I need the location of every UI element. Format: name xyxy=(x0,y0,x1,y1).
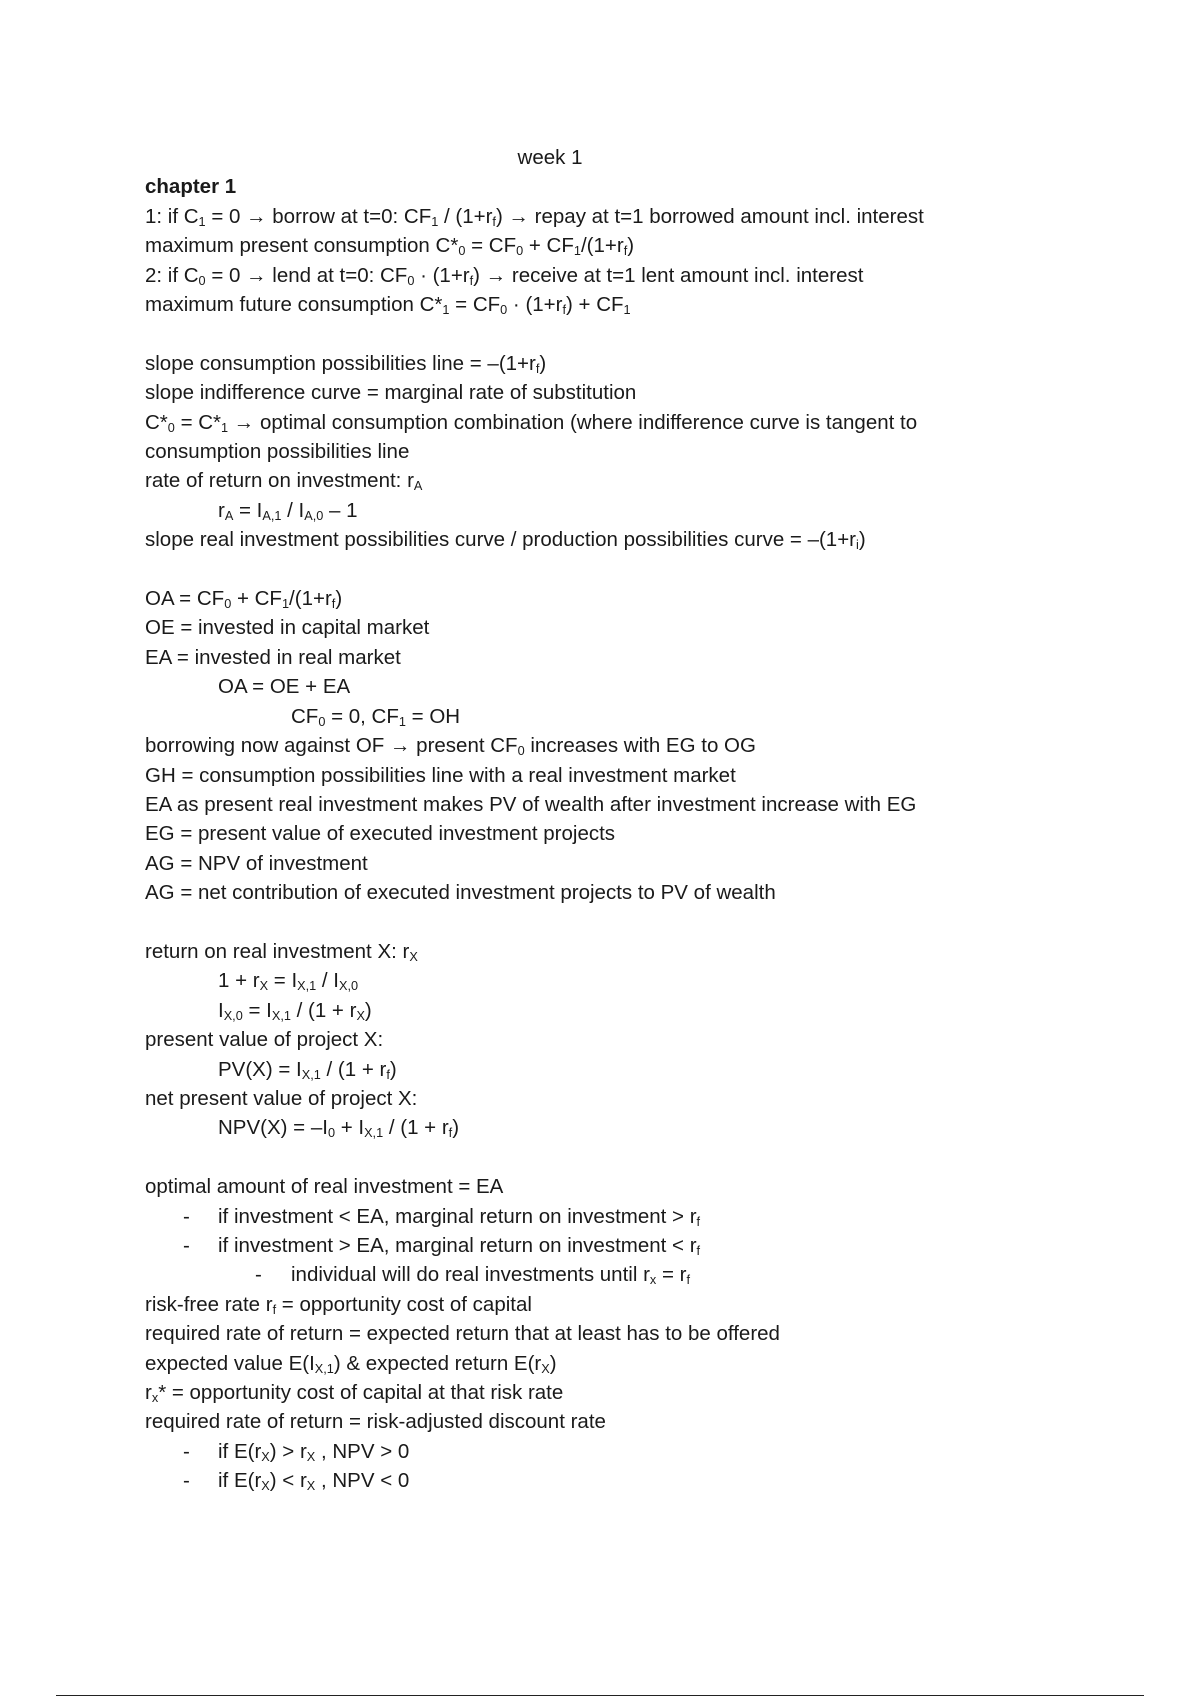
text-line: consumption possibilities line xyxy=(145,440,410,464)
chapter-heading: chapter 1 xyxy=(145,175,237,199)
text-line: $PV(X) = I_{X,1} / (1 + r_f)$ xyxy=(218,1057,397,1082)
text-line: EA = invested in real market xyxy=(145,645,401,669)
text-line: - if $E(r_X) > r_X$ , NPV > 0 xyxy=(145,1437,1075,1466)
text-line: optimal amount of real investment = EA xyxy=(145,1175,504,1199)
text-line: slope indifference curve = marginal rate of substitution xyxy=(145,381,637,405)
text-line: - if $E(r_X) < r_X$ , NPV < 0 xyxy=(145,1466,1075,1495)
text-line: risk-free rate $r_f$ = opportunity cost of capital xyxy=(145,1292,532,1317)
text-line: borrowing now against OF → present $CF_0$ increases with EG to OG xyxy=(145,734,756,759)
text-line: AG = NPV of investment xyxy=(145,851,368,875)
text-line: required rate of return = risk-adjusted discount rate xyxy=(145,1410,606,1434)
text-line: 1: if $C_1 = 0$ → borrow at t=0: $CF_1 / (1+r_f)$ → repay at t=1 borrowed amount incl. interest xyxy=(145,204,924,229)
text-line: rate of return on investment: $r_A$ xyxy=(145,469,423,494)
document-page xyxy=(145,143,1075,1496)
blank-line xyxy=(145,319,1075,348)
text-line: $r_A = I_{A,1} / I_{A,0} - 1$ xyxy=(218,498,358,523)
week-heading: week 1 xyxy=(517,146,583,169)
text-line: - if investment < EA, marginal return on investment > $r_f$ xyxy=(145,1202,1075,1231)
text-line: maximum present consumption $C*_0 = CF_0 + CF_1/(1+r_f)$ xyxy=(145,234,635,259)
text-line: $1 + r_X = I_{X,1} / I_{X,0}$ xyxy=(218,969,359,994)
text-line: - if investment > EA, marginal return on investment < $r_f$ xyxy=(145,1231,1075,1260)
footer-divider xyxy=(56,1695,1144,1696)
text-line: return on real investment X: $r_X$ xyxy=(145,939,418,964)
text-line: $CF_0 = 0$, $CF_1$ = OH xyxy=(291,704,461,729)
text-line: 2: if $C_0 = 0$ → lend at t=0: $CF_0 \cdot (1+r_f)$ → receive at t=1 lent amount incl. interest xyxy=(145,263,864,288)
text-line: present value of project X: xyxy=(145,1028,384,1052)
blank-line xyxy=(145,555,1075,584)
text-line: GH = consumption possibilities line with a real investment market xyxy=(145,763,736,787)
text-line: EA as present real investment makes PV of wealth after investment increase with EG xyxy=(145,792,917,816)
notes-body xyxy=(145,202,1075,1496)
text-line: $C*_0 = C*_1$ → optimal consumption combination (where indifference curve is tangent to xyxy=(145,410,918,435)
text-line: EG = present value of executed investment projects xyxy=(145,822,616,846)
text-line: OA = $CF_0 + CF_1/(1+r_f)$ xyxy=(145,587,343,612)
text-line: OE = invested in capital market xyxy=(145,616,430,640)
text-line: slope consumption possibilities line = $-(1+r_f)$ xyxy=(145,351,547,376)
blank-line xyxy=(145,1143,1075,1172)
text-line: $r_x*$ = opportunity cost of capital at that risk rate xyxy=(145,1381,564,1405)
text-line: OA = OE + EA xyxy=(218,675,351,699)
text-line: AG = net contribution of executed investment projects to PV of wealth xyxy=(145,881,776,905)
text-line: $I_{X,0} = I_{X,1} / (1 + r_X)$ xyxy=(218,998,372,1023)
text-line: expected value $E(I_{X,1})$ & expected return $E(r_X)$ xyxy=(145,1351,557,1376)
text-line: - individual will do real investments until $r_x = r_f$ xyxy=(145,1260,1075,1289)
text-line: maximum future consumption $C*_1 = CF_0 \cdot (1+r_f) + CF_1$ xyxy=(145,293,631,318)
blank-line xyxy=(145,908,1075,937)
text-line: net present value of project X: xyxy=(145,1086,418,1110)
text-line: $NPV(X) = -I_0 + I_{X,1} / (1 + r_f)$ xyxy=(218,1116,460,1141)
text-line: required rate of return = expected return that at least has to be offered xyxy=(145,1322,780,1346)
text-line: slope real investment possibilities curve / production possibilities curve = $-(1+r_i)$ xyxy=(145,528,866,553)
